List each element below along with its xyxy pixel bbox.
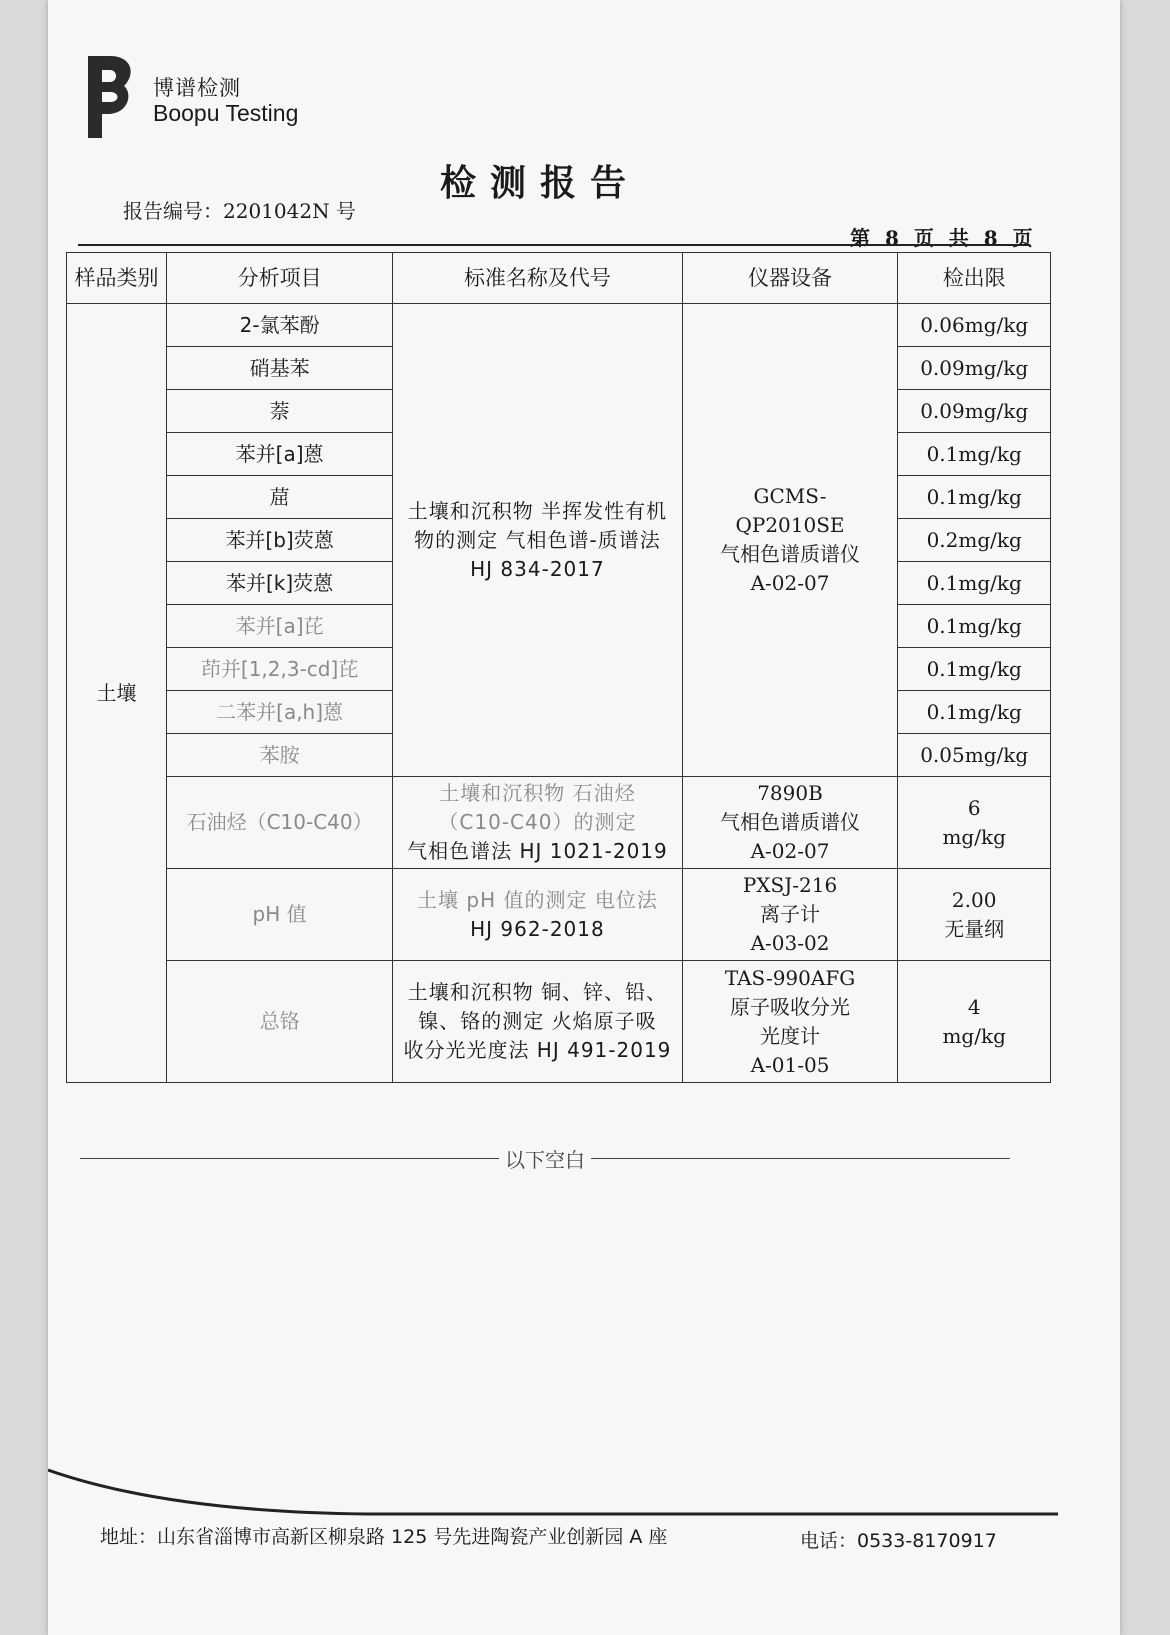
item-name: 苯胺 xyxy=(166,734,392,777)
results-table xyxy=(66,252,1051,1083)
instrument-cell xyxy=(682,869,898,961)
footer-divider xyxy=(48,1460,1058,1520)
instrument-cell xyxy=(682,777,898,869)
standard-line: 土壤和沉积物 石油烃 xyxy=(439,781,636,805)
header-standard: 标准名称及代号 xyxy=(393,253,682,304)
instrument-line: A-02-07 xyxy=(750,571,830,595)
item-name: 石油烃（C10-C40） xyxy=(166,777,392,869)
limit-cell: 0.1mg/kg xyxy=(898,476,1051,519)
instrument-line: 光度计 xyxy=(760,1023,820,1048)
footer-phone: 电话：0533-8170917 xyxy=(800,1530,997,1552)
item-name: 苯并[b]荧蒽 xyxy=(166,519,392,562)
dash-line-right xyxy=(591,1158,1010,1159)
limit-value: 6 xyxy=(967,795,981,820)
header-detection-limit: 检出限 xyxy=(898,253,1051,304)
standard-line: 收分光光度法 HJ 491-2019 xyxy=(403,1038,672,1062)
instrument-line: QP2010SE xyxy=(735,513,845,537)
boopu-logo-icon xyxy=(80,52,140,142)
limit-cell xyxy=(898,961,1051,1083)
limit-cell: 0.1mg/kg xyxy=(898,648,1051,691)
instrument-line: A-03-02 xyxy=(750,931,830,955)
standard-line: 土壤和沉积物 铜、锌、铅、 xyxy=(407,980,668,1004)
standard-cell xyxy=(393,961,682,1083)
end-of-content-marker xyxy=(80,1147,1010,1172)
instrument-cell xyxy=(682,961,898,1083)
standard-cell xyxy=(393,869,682,961)
limit-value: 2.00 xyxy=(951,887,997,912)
table-row xyxy=(67,869,1051,961)
limit-cell: 0.1mg/kg xyxy=(898,605,1051,648)
brand-name-en: Boopu Testing xyxy=(153,100,299,126)
item-name: 䓛 xyxy=(166,476,392,519)
instrument-line: GCMS- xyxy=(753,484,827,508)
item-name: pH 值 xyxy=(166,869,392,961)
instrument-cell xyxy=(682,304,898,777)
item-name: 苯并[a]蒽 xyxy=(166,433,392,476)
end-mark-text: 以下空白 xyxy=(505,1147,585,1172)
limit-value: 4 xyxy=(967,994,981,1019)
item-name: 二苯并[a,h]蒽 xyxy=(166,691,392,734)
limit-cell: 0.1mg/kg xyxy=(898,691,1051,734)
standard-line: （C10-C40）的测定 xyxy=(438,810,637,834)
limit-cell: 0.1mg/kg xyxy=(898,433,1051,476)
limit-cell: 0.1mg/kg xyxy=(898,562,1051,605)
header-instrument: 仪器设备 xyxy=(682,253,898,304)
instrument-line: A-01-05 xyxy=(750,1052,830,1077)
limit-cell xyxy=(898,869,1051,961)
table-header-row xyxy=(67,253,1051,304)
item-name: 苯并[a]芘 xyxy=(166,605,392,648)
limit-unit: 无量纲 xyxy=(944,916,1005,941)
standard-line: HJ 962-2018 xyxy=(470,916,605,941)
dash-line-left xyxy=(80,1158,499,1159)
header-sample-type: 样品类别 xyxy=(67,253,167,304)
instrument-line: TAS-990AFG xyxy=(724,965,856,990)
limit-unit: mg/kg xyxy=(942,824,1006,849)
brand-name-cn: 博谱检测 xyxy=(153,76,241,100)
instrument-line: A-02-07 xyxy=(750,839,830,863)
instrument-line: 离子计 xyxy=(760,902,820,926)
item-name: 萘 xyxy=(166,390,392,433)
footer-address: 地址：山东省淄博市高新区柳泉路 125 号先进陶瓷产业创新园 A 座 xyxy=(100,1526,668,1548)
standard-cell xyxy=(393,777,682,869)
header-analysis-item: 分析项目 xyxy=(166,253,392,304)
sample-type-cell: 土壤 xyxy=(67,304,167,1083)
standard-line: 气相色谱法 HJ 1021-2019 xyxy=(407,839,668,863)
item-name: 总铬 xyxy=(166,961,392,1083)
limit-cell: 0.2mg/kg xyxy=(898,519,1051,562)
limit-cell: 0.09mg/kg xyxy=(898,390,1051,433)
item-name: 苯并[k]荧蒽 xyxy=(166,562,392,605)
item-name: 2-氯苯酚 xyxy=(166,304,392,347)
report-title: 检测报告 xyxy=(440,162,641,204)
table-row xyxy=(67,777,1051,869)
limit-unit: mg/kg xyxy=(942,1023,1006,1048)
item-name: 茚并[1,2,3-cd]芘 xyxy=(166,648,392,691)
standard-cell: 土壤和沉积物 半挥发性有机物的测定 气相色谱-质谱法 HJ 834-2017 xyxy=(393,304,682,777)
instrument-line: 气相色谱质谱仪 xyxy=(720,542,860,566)
page-number: 第 8 页 共 8 页 xyxy=(850,226,1037,250)
limit-cell xyxy=(898,777,1051,869)
table-row xyxy=(67,961,1051,1083)
table-row xyxy=(67,304,1051,347)
header-divider xyxy=(78,244,1028,246)
instrument-line: 原子吸收分光 xyxy=(730,994,850,1019)
instrument-line: PXSJ-216 xyxy=(742,873,838,897)
report-number: 报告编号：2201042N 号 xyxy=(123,199,356,223)
item-name: 硝基苯 xyxy=(166,347,392,390)
standard-line: 土壤 pH 值的测定 电位法 xyxy=(417,887,658,912)
standard-line: 镍、铬的测定 火焰原子吸 xyxy=(418,1009,657,1033)
limit-cell: 0.06mg/kg xyxy=(898,304,1051,347)
limit-cell: 0.09mg/kg xyxy=(898,347,1051,390)
limit-cell: 0.05mg/kg xyxy=(898,734,1051,777)
instrument-line: 7890B xyxy=(757,781,823,805)
instrument-line: 气相色谱质谱仪 xyxy=(720,810,860,834)
